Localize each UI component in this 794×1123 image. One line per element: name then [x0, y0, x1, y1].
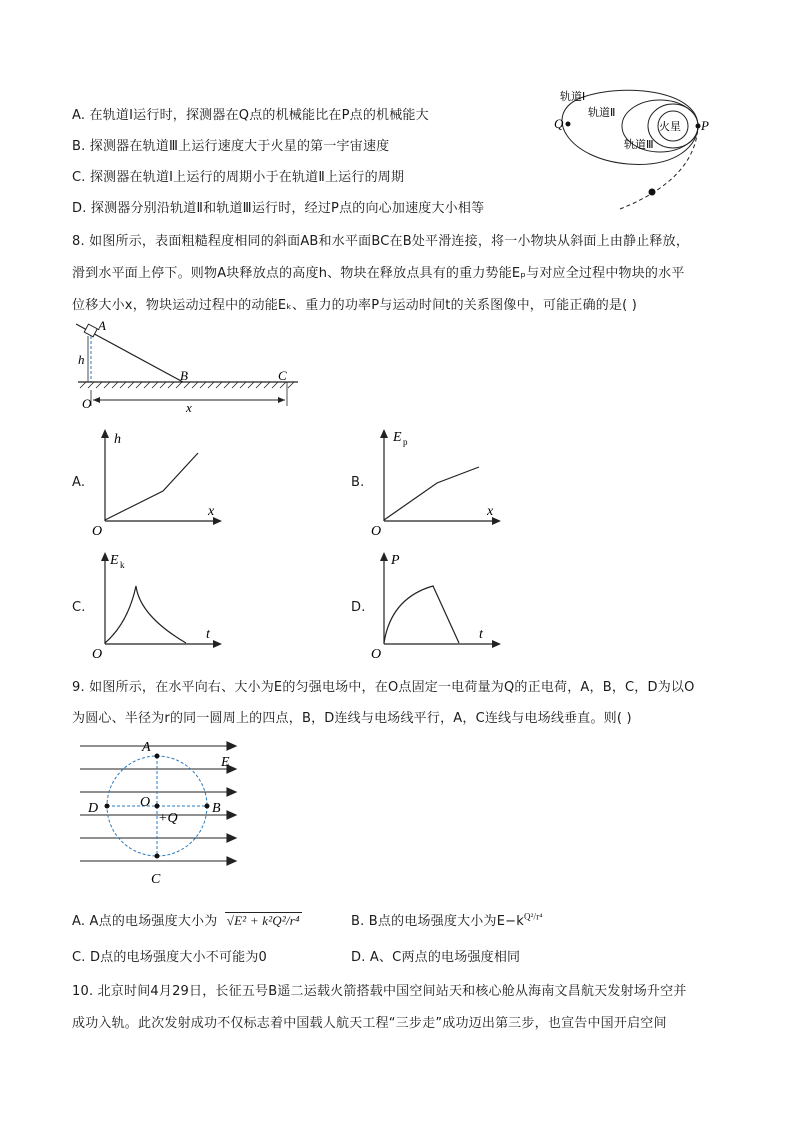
q7-option-d: D. 探测器分别沿轨道Ⅱ和轨道Ⅲ运行时，经过P点的向心加速度大小相等	[72, 201, 485, 216]
q8-option-c-label: C.	[72, 600, 86, 615]
probe-dot	[649, 189, 656, 196]
q8-line-3: 位移大小x，物块运动过程中的动能Eₖ、重力的功率P与运动时间t的关系图像中，可能正确的是( )	[72, 298, 638, 313]
svg-text:p: p	[403, 437, 408, 447]
graph-b-curve	[384, 467, 479, 520]
svg-text:k: k	[120, 560, 125, 570]
label-orbit-3: 轨道Ⅲ	[624, 138, 654, 151]
svg-text:E: E	[393, 430, 402, 445]
svg-text:O: O	[140, 795, 151, 810]
mars-label: 火星	[659, 120, 681, 133]
graph-c-curve	[105, 586, 186, 643]
svg-text:O: O	[371, 647, 382, 662]
fig-label-c: C	[278, 368, 287, 383]
fig-label-o: O	[82, 396, 92, 411]
q7-option-b: B. 探测器在轨道Ⅲ上运行速度大于火星的第一宇宙速度	[72, 139, 390, 154]
svg-text:t: t	[479, 627, 483, 642]
svg-text:h: h	[114, 432, 121, 447]
q8-line-2: 滑到水平面上停下。则物A块释放点的高度h、物块在释放点具有的重力势能Eₚ与对应全过程中物块的水平	[72, 266, 685, 281]
fig-label-x: x	[186, 400, 192, 415]
svg-text:O: O	[92, 524, 103, 539]
q7-option-c: C. 探测器在轨道Ⅰ上运行的周期小于在轨道Ⅱ上运行的周期	[72, 170, 405, 185]
q8-option-d-label: D.	[351, 600, 366, 615]
svg-text:O: O	[92, 647, 103, 662]
fig-label-b: B	[180, 368, 188, 383]
field-figure	[76, 736, 246, 886]
q9-option-d: D. A、C两点的电场强度相同	[351, 950, 521, 965]
label-q: Q	[554, 116, 564, 131]
q8-line-1: 8. 如图所示，表面粗糙程度相同的斜面AB和水平面BC在B处平滑连接，将一小物块从斜面上由静止释放，	[72, 234, 690, 249]
svg-text:C: C	[151, 872, 161, 886]
q9-option-c: C. D点的电场强度大小不可能为0	[72, 950, 268, 965]
fig-label-h: h	[78, 352, 85, 367]
q10-line-2: 成功入轨。此次发射成功不仅标志着中国载人航天工程“三步走”成功迈出第三步，也宣告中国开启空间	[72, 1016, 667, 1031]
svg-text:x: x	[208, 504, 215, 519]
fig-label-a: A	[98, 318, 106, 333]
svg-text:E: E	[221, 755, 230, 770]
graph-a-curve	[105, 453, 198, 520]
label-p: P	[701, 118, 709, 133]
svg-text:D: D	[88, 801, 99, 816]
q8-graph-d	[367, 548, 507, 663]
svg-text:A: A	[142, 740, 151, 755]
label-orbit-2: 轨道Ⅱ	[588, 106, 616, 119]
q9-option-b: B. B点的电场强度大小为$E-k^{Q^2/r^4}$	[351, 911, 543, 929]
point-p	[696, 124, 701, 129]
incline-figure	[68, 318, 308, 418]
svg-text:t: t	[206, 627, 210, 642]
q8-option-b-label: B.	[351, 475, 365, 490]
svg-text:B: B	[212, 801, 221, 816]
q8-option-a-label: A.	[72, 475, 86, 490]
graph-d-curve	[384, 586, 459, 643]
label-orbit-1: 轨道Ⅰ	[560, 90, 586, 103]
svg-text:O: O	[371, 524, 382, 539]
svg-text:E: E	[110, 553, 119, 568]
svg-text:+Q: +Q	[158, 811, 178, 826]
q8-graph-b	[367, 425, 507, 540]
q7-option-a: A. 在轨道Ⅰ运行时，探测器在Q点的机械能比在P点的机械能大	[72, 108, 429, 123]
q9-line-2: 为圆心、半径为r的同一圆周上的四点，B，D连线与电场线平行，A，C连线与电场线垂直。则( )	[72, 711, 632, 726]
q8-graph-a	[88, 425, 228, 540]
q9-line-1: 9. 如图所示，在水平向右、大小为E的匀强电场中，在O点固定一电荷量为Q的正电荷，A，B，C，D为以O	[72, 680, 695, 695]
point-q	[566, 122, 571, 127]
svg-text:P: P	[391, 553, 400, 568]
q8-graph-c	[88, 548, 228, 663]
q10-line-1: 10. 北京时间4月29日，长征五号B遥二运载火箭搭载中国空间站天和核心舱从海南文昌航天发射场升空并	[72, 984, 687, 999]
orbit-figure	[548, 84, 728, 214]
svg-text:x: x	[487, 504, 494, 519]
q9-option-a: A. A点的电场强度大小为 √E² + k²Q²/r⁴	[72, 913, 300, 929]
